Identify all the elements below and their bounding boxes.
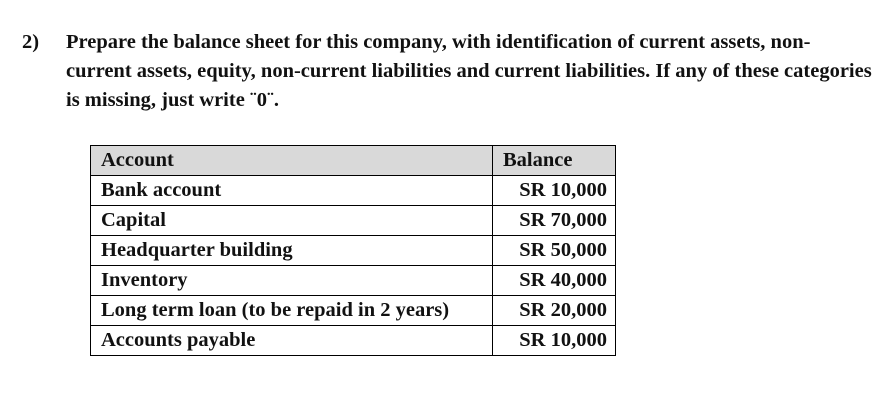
table-row <box>91 296 616 326</box>
question <box>22 28 872 115</box>
table-row <box>91 266 616 296</box>
accounts-table <box>90 145 616 356</box>
account-name: Accounts payable <box>91 326 493 356</box>
account-balance: SR 10,000 <box>493 326 616 356</box>
account-name: Bank account <box>91 176 493 206</box>
account-balance: SR 70,000 <box>493 206 616 236</box>
table-header-row <box>91 146 616 176</box>
account-balance: SR 10,000 <box>493 176 616 206</box>
table-row <box>91 236 616 266</box>
header-balance: Balance <box>493 146 616 176</box>
table-body <box>91 176 616 356</box>
question-text: Prepare the balance sheet for this company, with identification of current assets, non-current assets, equity, non-current liabilities and current liabilities. If any of these categories is missing, just write ¨0¨. <box>66 31 872 111</box>
account-name: Long term loan (to be repaid in 2 years) <box>91 296 493 326</box>
table-header <box>91 146 616 176</box>
account-balance: SR 40,000 <box>493 266 616 296</box>
account-name: Inventory <box>91 266 493 296</box>
table-row <box>91 326 616 356</box>
account-name: Headquarter building <box>91 236 493 266</box>
account-balance: SR 50,000 <box>493 236 616 266</box>
account-balance: SR 20,000 <box>493 296 616 326</box>
account-name: Capital <box>91 206 493 236</box>
table-row <box>91 176 616 206</box>
question-number: 2) <box>22 31 40 53</box>
header-account: Account <box>91 146 493 176</box>
table-row <box>91 206 616 236</box>
